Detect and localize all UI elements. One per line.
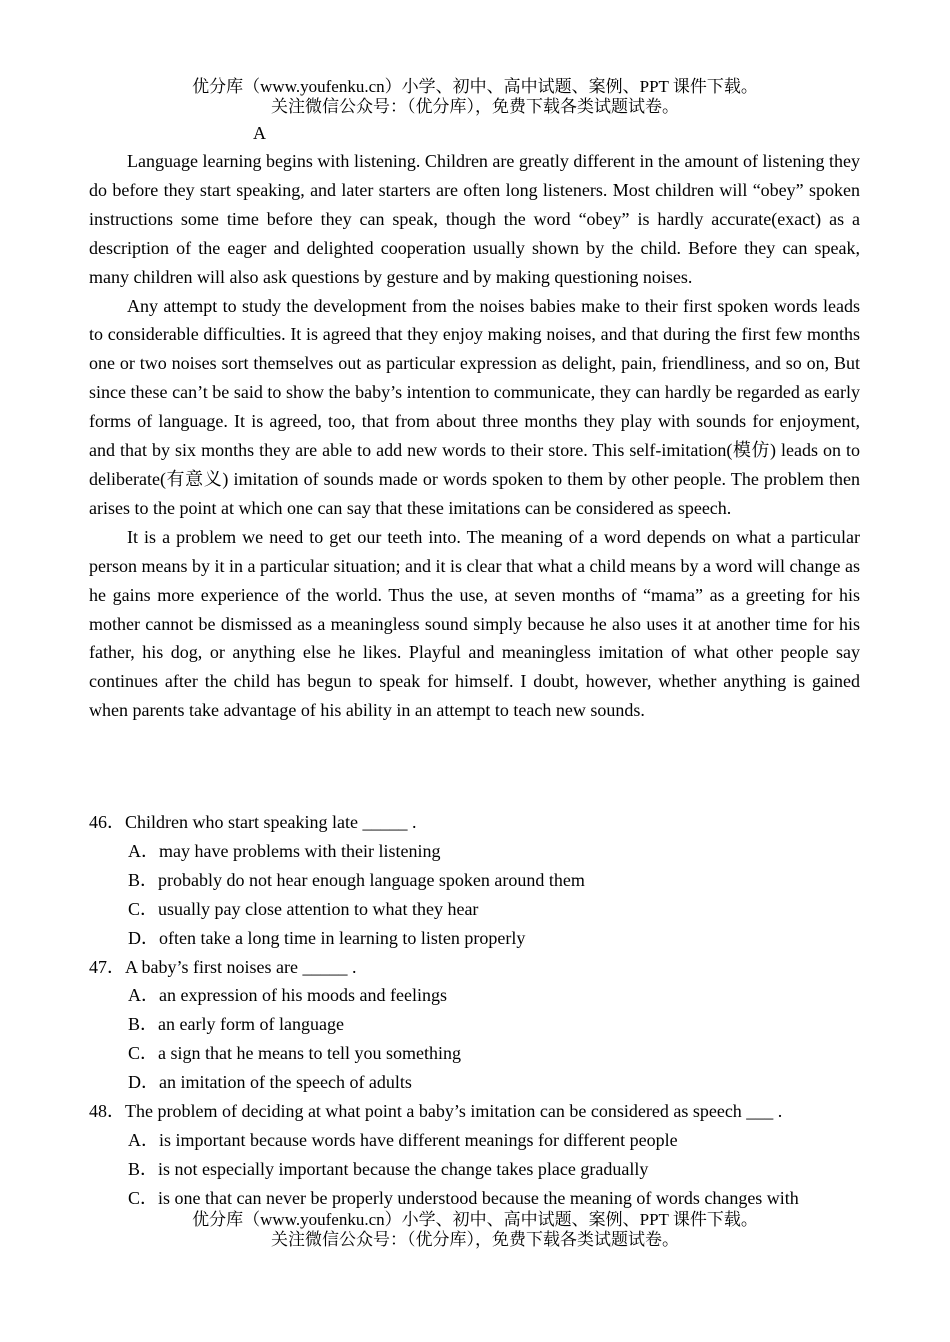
option-letter: B．	[128, 869, 159, 890]
option-letter: B．	[128, 1014, 159, 1035]
question-number: 48．	[89, 1101, 125, 1122]
option-text: an early form of language	[158, 1014, 344, 1035]
question-list	[89, 808, 860, 1213]
option-a	[89, 1126, 860, 1155]
option-d	[89, 924, 860, 953]
question-number: 46．	[89, 812, 125, 832]
option-text: is not especially important because the change takes place gradually	[158, 1158, 649, 1179]
option-letter: C．	[128, 1187, 159, 1208]
question-number: 47．	[89, 956, 125, 977]
option-text: is important because words have different meanings for different people	[159, 1129, 678, 1150]
option-letter: D．	[128, 1072, 159, 1093]
option-d	[89, 1068, 860, 1097]
option-b	[89, 866, 860, 895]
option-a	[89, 981, 860, 1010]
option-letter: A．	[128, 985, 159, 1006]
option-text: an expression of his moods and feelings	[159, 985, 447, 1006]
question-47	[89, 953, 860, 1098]
header-line-1: 优分库（www.youfenku.cn）小学、初中、高中试题、案例、PPT 课件下载。	[192, 77, 758, 96]
question-stem: A baby’s first noises are _____ .	[125, 956, 357, 977]
option-letter: C．	[128, 1043, 159, 1064]
option-c	[89, 895, 860, 924]
reading-passage	[89, 147, 860, 725]
option-letter: A．	[128, 840, 159, 861]
option-letter: D．	[128, 927, 159, 948]
question-46	[89, 808, 860, 953]
passage-paragraph-2: Any attempt to study the development from the noises babies make to their first spoken words leads to considerable difficulties. It is agreed that they enjoy making noises, and that during the first few months one or two noises sort themselves out as particular expression as delight, pain, friendliness, and so on, But since these can’t be said to show the baby’s intention to communicate, they can hardly be regarded as early forms of language. It is agreed, too, that from about three months they play with sounds for enjoyment, and that by six months they are able to add new words to their store. This self-imitation(模仿) leads on to deliberate(有意义) imitation of sounds made or words spoken to them by other people. The problem then arises to the point at which one can say that these imitations can be considered as speech.	[89, 295, 860, 518]
option-text: an imitation of the speech of adults	[159, 1072, 412, 1093]
option-b	[89, 1010, 860, 1039]
option-text: a sign that he means to tell you something	[158, 1043, 461, 1064]
option-c	[89, 1184, 860, 1213]
option-text: often take a long time in learning to listen properly	[159, 927, 526, 948]
passage-paragraph-3: It is a problem we need to get our teeth into. The meaning of a word depends on what a particular person means by it in a particular situation; and it is clear that what a child means by a word will change as he gains more experience of the world. Thus the use, at seven months of “mama” as a greeting for his mother cannot be dismissed as a meaningless sound simply because he also uses it at another time for his father, his dog, or anything else he likes. Playful and meaningless imitation of what other people say continues after the child has begun to speak for himself. I doubt, however, whether anything is gained when parents take advantage of his ability in an attempt to teach new sounds.	[89, 526, 860, 721]
option-text: usually pay close attention to what they hear	[158, 898, 479, 919]
option-b	[89, 1155, 860, 1184]
footer-line-2: 关注微信公众号：（优分库），免费下载各类试题试卷。	[271, 1230, 679, 1249]
option-text: is one that can never be properly understood because the meaning of words changes with	[158, 1187, 799, 1208]
passage-paragraph-1: Language learning begins with listening. Children are greatly different in the amount of listening they do before they start speaking, and later starters are often long listeners. Most children will “obey” spoken instructions some time before they can speak, though the word “obey” is hardly accurate(exact) as a description of the eager and delighted cooperation usually shown by the child. Before they can speak, many children will also ask questions by gesture and by making questioning noises.	[89, 151, 860, 287]
option-c	[89, 1039, 860, 1068]
page-footer	[0, 1210, 950, 1250]
page-header	[0, 77, 950, 117]
question-48	[89, 1097, 860, 1213]
header-line-2: 关注微信公众号：（优分库），免费下载各类试题试卷。	[271, 97, 679, 116]
option-letter: B．	[128, 1158, 159, 1179]
section-label: A	[253, 123, 266, 143]
option-letter: A．	[128, 1129, 159, 1150]
option-letter: C．	[128, 898, 159, 919]
question-stem: The problem of deciding at what point a baby’s imitation can be considered as speech ___ .	[125, 1101, 783, 1122]
option-text: may have problems with their listening	[159, 840, 441, 861]
option-a	[89, 837, 860, 866]
footer-line-1: 优分库（www.youfenku.cn）小学、初中、高中试题、案例、PPT 课件下载。	[192, 1210, 758, 1229]
option-text: probably do not hear enough language spoken around them	[158, 869, 585, 890]
question-stem: Children who start speaking late _____ .	[125, 812, 417, 832]
